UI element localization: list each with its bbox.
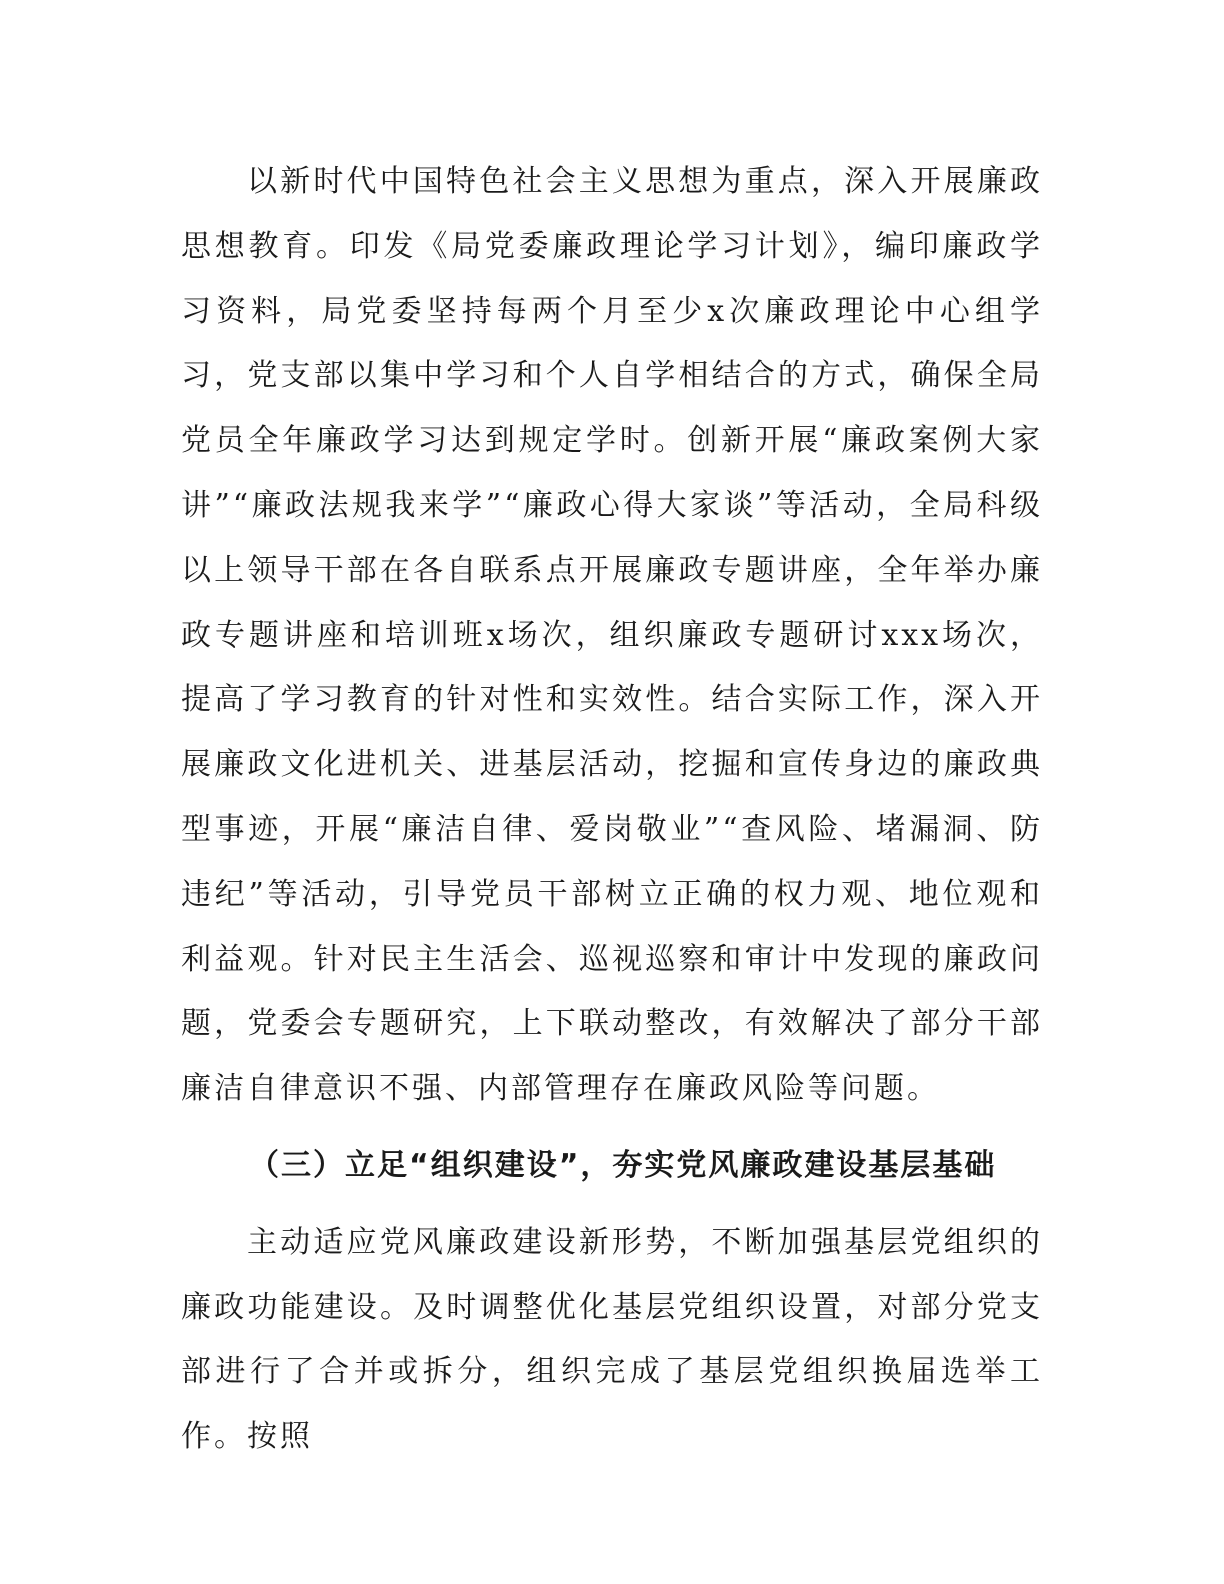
section-heading: （三）立足“组织建设”，夯实党风廉政建设基层基础 [249, 1147, 997, 1183]
body-paragraph: 主动适应党风廉政建设新形势，不断加强基层党组织的廉政功能建设。及时调整优化基层党组织设置，对部分党支部进行了合并或拆分，组织完成了基层党组织换届选举工作。按照 [181, 1224, 1043, 1455]
document-body [181, 150, 1043, 1470]
body-paragraph: 以新时代中国特色社会主义思想为重点，深入开展廉政思想教育。印发《局党委廉政理论学习计划》，编印廉政学习资料，局党委坚持每两个月至少x次廉政理论中心组学习，党支部以集中学习和个人自学相结合的方式，确保全局党员全年廉政学习达到规定学时。创新开展“廉政案例大家讲”“廉政法规我来学”“廉政心得大家谈”等活动，全局科级以上领导干部在各自联系点开展廉政专题讲座，全年举办廉政专题讲座和培训班x场次，组织廉政专题研讨xxx场次，提高了学习教育的针对性和实效性。结合实际工作，深入开展廉政文化进机关、进基层活动，挖掘和宣传身边的廉政典型事迹，开展“廉洁自律、爱岗敬业”“查风险、堵漏洞、防违纪”等活动，引导党员干部树立正确的权力观、地位观和利益观。针对民主生活会、巡视巡察和审计中发现的廉政问题，党委会专题研究，上下联动整改，有效解决了部分干部廉洁自律意识不强、内部管理存在廉政风险等问题。 [181, 164, 1043, 1107]
